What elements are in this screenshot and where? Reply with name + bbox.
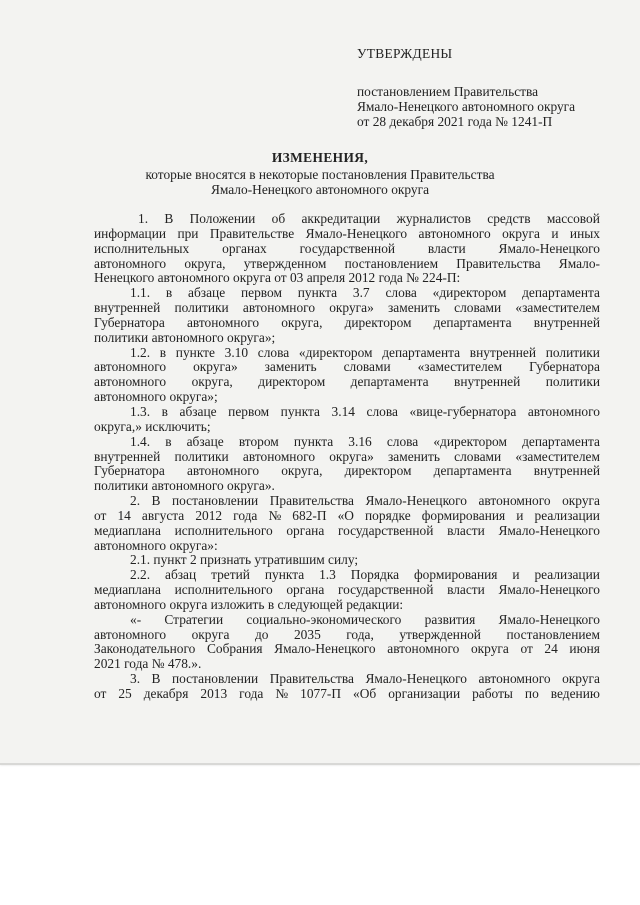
body-word: 3.10	[224, 344, 249, 360]
body-word: внутренней	[533, 314, 600, 330]
body-text-line: 2021 года № 478.».	[94, 656, 202, 672]
body-word: «-	[130, 611, 142, 627]
body-word: медиаплана	[94, 582, 161, 598]
document-body	[94, 212, 600, 702]
body-word: 2013	[200, 686, 228, 701]
body-text-line: округа,» исключить;	[94, 418, 211, 434]
body-text-line	[94, 242, 600, 257]
body-word: политики	[174, 300, 229, 316]
body-word: Ямало-	[558, 255, 600, 271]
body-word: внутренней	[94, 300, 161, 316]
body-word: В	[151, 671, 161, 687]
document-title: ИЗМЕНЕНИЯ,	[271, 150, 369, 165]
document-subtitle-line: которые вносятся в некоторые постановления Правительства	[145, 167, 495, 182]
body-text-line	[94, 687, 600, 702]
body-word: органа	[286, 522, 325, 538]
body-word: округа	[191, 626, 230, 642]
body-word: по	[524, 686, 539, 701]
body-word: «Об	[353, 686, 377, 701]
body-word: №	[275, 686, 289, 701]
body-word: органах	[222, 240, 267, 256]
body-word: втором	[238, 433, 279, 449]
body-word: автономного	[242, 448, 316, 464]
body-word: 682-П	[292, 507, 327, 523]
page-edge	[0, 763, 640, 765]
body-word: от	[520, 641, 533, 657]
body-word: округа	[470, 641, 509, 657]
body-word: государственной	[299, 240, 396, 256]
body-word: автономного	[418, 225, 491, 241]
body-word: средств	[487, 211, 531, 226]
body-text-line	[94, 435, 600, 450]
body-word: журналистов	[396, 211, 471, 226]
body-word: «директором	[432, 285, 507, 301]
approved-label: УТВЕРЖДЕНЫ	[357, 46, 453, 61]
body-word: «заместителем	[515, 300, 600, 316]
body-word: пункта	[264, 567, 305, 583]
body-word: организации	[388, 686, 461, 701]
body-word: В	[151, 493, 161, 509]
approval-line: от 28 декабря 2021 года № 1241-П	[357, 114, 553, 129]
body-word: аккредитации	[301, 211, 381, 226]
body-word: года	[239, 686, 264, 701]
body-word: Губернатора	[94, 314, 165, 330]
body-word: иных	[569, 225, 600, 241]
approval-line: Ямало-Ненецкого автономного округа	[357, 99, 576, 114]
body-word: 2.	[130, 493, 141, 509]
body-word: третий	[211, 567, 250, 583]
body-word: утвержденной	[399, 626, 481, 642]
body-word: директором	[258, 374, 326, 390]
body-word: Губернатора	[529, 359, 600, 375]
body-text-line	[94, 628, 600, 643]
body-word: Законодательного	[94, 641, 196, 657]
body-word: власти	[427, 240, 466, 256]
body-text-line	[94, 524, 600, 539]
body-word: 1077-П	[300, 686, 342, 701]
approval-line: постановлением Правительства	[357, 84, 539, 99]
body-word: исполнительных	[94, 240, 190, 256]
body-text-line: политики автономного округа».	[94, 478, 275, 494]
body-word: об	[271, 211, 286, 226]
body-word: словами	[454, 448, 502, 464]
body-word: августа	[141, 507, 185, 523]
body-word: слова	[386, 433, 419, 449]
body-word: 2035	[293, 626, 321, 642]
body-text-line	[94, 375, 600, 390]
body-word: массовой	[546, 211, 600, 226]
body-word: первом	[240, 285, 282, 301]
body-word: Собрания	[206, 641, 263, 657]
body-word: абзац	[165, 567, 197, 583]
body-word: пункта	[293, 433, 334, 449]
body-word: Ямало-Ненецкого	[498, 582, 600, 598]
body-word: государственной	[337, 582, 434, 598]
approval-block	[357, 46, 575, 129]
body-word: автономного	[94, 626, 167, 642]
body-word: июня	[569, 641, 600, 657]
body-word: развития	[424, 611, 476, 627]
document-subtitle-line: Ямало-Ненецкого автономного округа	[210, 182, 430, 197]
body-word: реализации	[534, 567, 600, 583]
body-word: информации	[94, 225, 167, 241]
body-word: автономного	[478, 671, 551, 687]
body-text-line	[94, 316, 600, 331]
body-word: года	[233, 507, 258, 523]
body-word: 3.16	[348, 433, 372, 449]
body-word: 3.	[130, 671, 141, 687]
body-word: «заместителем	[417, 359, 503, 375]
body-word: при	[177, 225, 199, 241]
body-word: внутренней	[94, 448, 161, 464]
body-word: 2012	[195, 507, 223, 523]
body-word: слова	[257, 344, 290, 360]
body-word: округа,	[191, 374, 233, 390]
body-word: заменить	[264, 359, 317, 375]
body-text-line	[94, 257, 600, 272]
body-word: реализации	[534, 507, 600, 523]
body-word: Правительстве	[209, 225, 295, 241]
body-word: автономного	[478, 493, 551, 509]
body-word: слова	[366, 403, 398, 419]
body-word: Ямало-Ненецкого	[498, 240, 600, 256]
body-word: политики	[174, 448, 229, 464]
body-word: формирования	[413, 567, 498, 583]
body-word: в	[159, 344, 167, 360]
body-word: Правительства	[456, 255, 541, 271]
body-word: от	[94, 507, 107, 523]
body-word: автономного	[186, 314, 260, 330]
body-word: 2.2.	[130, 567, 151, 583]
body-word: округа,	[184, 255, 226, 271]
body-word: Положении	[189, 211, 256, 226]
body-word: политики	[545, 374, 600, 390]
body-text-line	[94, 405, 600, 420]
body-word: государственной	[337, 522, 434, 538]
body-word: ведению	[550, 686, 600, 701]
body-word: Губернатора	[94, 463, 165, 479]
body-word: 1.2.	[130, 344, 151, 360]
body-word: округа,	[281, 314, 323, 330]
body-word: внутренней	[533, 463, 600, 479]
body-word: пункта	[280, 403, 320, 419]
body-word: словами	[343, 359, 391, 375]
body-word: слова	[385, 285, 417, 301]
body-word: Правительства	[269, 671, 354, 687]
body-word: декабря	[143, 686, 189, 701]
body-text-line	[94, 613, 600, 628]
body-word: «О	[337, 507, 354, 523]
body-word: органа	[286, 582, 325, 598]
body-text-line: автономного округа»;	[94, 389, 218, 405]
body-text-line	[94, 360, 600, 375]
body-word: власти	[447, 522, 485, 538]
body-word: Правительства	[269, 493, 354, 509]
body-word: в	[165, 433, 172, 449]
body-word: департамента	[433, 463, 512, 479]
body-word: постановлением	[506, 626, 600, 642]
body-word: автономного	[94, 374, 167, 390]
body-text-line	[94, 509, 600, 524]
body-word: года,	[346, 626, 374, 642]
body-word: «директором	[433, 433, 507, 449]
body-word: Порядка	[350, 567, 400, 583]
body-word: внутренней	[469, 344, 537, 360]
body-word: округа,	[281, 463, 323, 479]
body-word: в	[165, 285, 173, 301]
body-text-line	[94, 227, 600, 242]
body-word: Ямало-Ненецкого	[498, 611, 600, 627]
body-word: 3.14	[331, 403, 355, 419]
body-word: «вице-губернатора	[409, 403, 517, 419]
body-word: власти	[447, 582, 485, 598]
body-word: автономного	[94, 255, 167, 271]
body-word: 25	[118, 686, 132, 701]
body-word: автономного	[527, 403, 600, 419]
body-word: пункте	[175, 344, 215, 360]
body-word: округа	[502, 225, 540, 241]
body-word: автономного	[242, 300, 316, 316]
body-word: заменить	[387, 448, 440, 464]
body-word: 1.1.	[130, 285, 151, 301]
body-word: и	[512, 567, 520, 583]
body-word: В	[164, 211, 174, 226]
body-word: исполнительного	[174, 582, 273, 598]
body-word: постановлении	[171, 671, 259, 687]
body-word: 1.3	[319, 567, 336, 583]
body-word: «заместителем	[515, 448, 600, 464]
body-word: от	[94, 686, 107, 701]
body-word: автономного	[387, 641, 460, 657]
body-word: словами	[454, 300, 502, 316]
body-word: «директором	[298, 344, 373, 360]
body-word: департамента	[382, 344, 461, 360]
body-word: округа»	[193, 359, 238, 375]
body-word: округа»	[329, 448, 374, 464]
body-word: заменить	[387, 300, 440, 316]
body-word: 1.	[138, 211, 149, 226]
body-word: исполнительного	[174, 522, 273, 538]
body-text-line	[94, 286, 600, 301]
body-text-line	[94, 212, 600, 227]
body-word: медиаплана	[94, 522, 161, 538]
body-word: 24	[544, 641, 558, 657]
body-word: абзаце	[186, 433, 224, 449]
body-word: 1.4.	[130, 433, 151, 449]
body-word: абзаце	[179, 403, 217, 419]
body-text-line	[94, 583, 600, 598]
body-text-line	[94, 494, 600, 509]
body-word: работы	[472, 686, 513, 701]
body-word: пункта	[297, 285, 338, 301]
body-word: округа	[562, 493, 600, 509]
body-word: автономного	[94, 359, 167, 375]
body-word: округа	[562, 671, 600, 687]
body-text-line	[94, 642, 600, 657]
body-text-line	[94, 346, 600, 361]
body-word: директором	[344, 463, 412, 479]
body-word: Ямало-Ненецкого	[498, 522, 600, 538]
body-word: №	[268, 507, 282, 523]
body-word: департамента	[522, 285, 600, 301]
body-word: в	[161, 403, 168, 419]
body-text-line: автономного округа изложить в следующей редакции:	[94, 596, 404, 612]
body-text-line	[94, 450, 600, 465]
body-word: Ямало-Ненецкого	[365, 671, 467, 687]
body-word: порядке	[365, 507, 411, 523]
body-word: утвержденном	[243, 255, 327, 271]
body-word: политики	[545, 344, 600, 360]
body-text-line: Ненецкого автономного округа от 03 апреля 2012 года № 224-П:	[94, 270, 461, 286]
body-word: директором	[344, 314, 412, 330]
body-word: автономного	[186, 463, 260, 479]
body-text-line	[94, 568, 600, 583]
body-text-line	[94, 301, 600, 316]
body-word: и	[516, 507, 524, 523]
body-word: абзаце	[188, 285, 226, 301]
body-word: департамента	[433, 314, 512, 330]
body-word: Ямало-Ненецкого	[305, 225, 408, 241]
body-text-line: политики автономного округа»;	[94, 329, 276, 345]
body-word: до	[254, 626, 269, 642]
body-word: Ямало-Ненецкого	[274, 641, 376, 657]
body-word: округа»	[329, 300, 374, 316]
body-word: постановлении	[171, 493, 259, 509]
body-word: 14	[117, 507, 131, 523]
body-word: формирования	[421, 507, 506, 523]
body-word: социально-экономического	[246, 611, 402, 627]
body-word: и	[551, 225, 559, 241]
body-word: внутренней	[454, 374, 521, 390]
body-word: 1.3.	[130, 403, 151, 419]
body-word: Ямало-Ненецкого	[365, 493, 467, 509]
body-text-line: автономного округа»:	[94, 537, 218, 553]
body-text-line: 2.1. пункт 2 признать утратившим силу;	[130, 552, 359, 568]
body-word: постановлением	[344, 255, 439, 271]
body-word: первом	[228, 403, 270, 419]
body-word: Стратегии	[164, 611, 224, 627]
body-word: департамента	[350, 374, 429, 390]
body-word: 3.7	[352, 285, 370, 301]
body-word: департамента	[522, 433, 600, 449]
document-heading	[95, 150, 545, 197]
body-text-line	[94, 672, 600, 687]
body-text-line	[94, 464, 600, 479]
